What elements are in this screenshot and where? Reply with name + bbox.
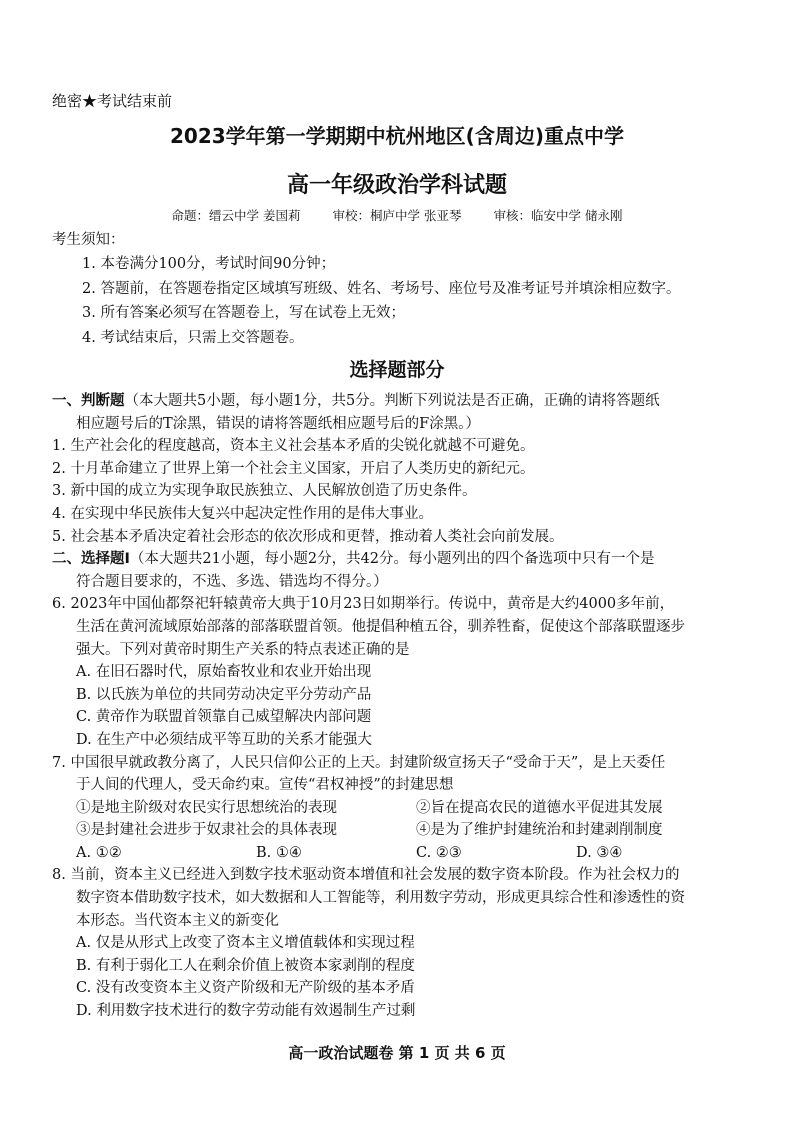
part1-desc: （本大题共5小题，每小题1分，共5分。判断下列说法是否正确，正确的请将答题纸	[124, 393, 660, 409]
q6-option-d: D. 在生产中必须结成平等互助的关系才能强大	[76, 731, 372, 748]
q7-statement: ①是地主阶级对农民实行思想统治的表现	[76, 799, 337, 816]
q6-stem: 6. 2023年中国仙都祭祀轩辕黄帝大典于10月23日如期举行。传说中，黄帝是大约4000多年前，	[52, 596, 675, 613]
exam-title-line2: 高一年级政治学科试题	[286, 173, 507, 198]
q7-statement: ②旨在提高农民的道德水平促进其发展	[416, 799, 663, 816]
q7-option-b: B. ①④	[256, 844, 302, 861]
part2-desc: （本大题共21小题，每小题2分，共42分。每小题列出的四个备选项中只有一个是	[129, 551, 655, 568]
approver-credit: 审核：临安中学 储永刚	[493, 208, 623, 223]
q7-statement-row	[52, 797, 752, 820]
question-body	[52, 390, 752, 1023]
notice-heading: 考生须知：	[52, 232, 125, 248]
q8-stem: 8. 当前，资本主义已经进入到数字技术驱动资本增值和社会发展的数字资本阶段。作为社会权力的	[52, 867, 680, 884]
part1-heading: 一、判断题	[52, 393, 125, 409]
judge-item: 3. 新中国的成立为实现争取民族独立、人民解放创造了历史条件。	[52, 483, 477, 500]
q8-option-c: C. 没有改变资本主义资产阶级和无产阶级的基本矛盾	[76, 980, 415, 997]
reviewer-credit: 审校：桐庐中学 张亚琴	[332, 208, 462, 223]
q6-stem: 强大。下列对黄帝时期生产关系的特点表述正确的是	[76, 641, 410, 658]
part1-header	[52, 390, 752, 413]
notice-item: 1. 本卷满分100分，考试时间90分钟；	[82, 256, 336, 272]
section-title: 选择题部分	[349, 359, 445, 381]
confidential-label: 绝密★考试结束前	[52, 92, 173, 110]
q7-statement: ③是封建社会进步于奴隶社会的具体表现	[76, 822, 337, 839]
part2-heading: 二、选择题Ⅰ	[52, 551, 130, 568]
notice-item: 3. 所有答案必须写在答题卷上，写在试卷上无效；	[82, 305, 405, 321]
q6-option-a: A. 在旧石器时代，原始畜牧业和农业开始出现	[76, 664, 372, 681]
judge-item: 1. 生产社会化的程度越高，资本主义社会基本矛盾的尖锐化就越不可避免。	[52, 438, 535, 455]
judge-item: 5. 社会基本矛盾决定着社会形态的依次形成和更替，推动着人类社会向前发展。	[52, 528, 564, 545]
q7-stem: 7. 中国很早就政教分离了，人民只信仰公正的上天。封建阶级宣扬天子“受命于天”，是上天委任	[52, 754, 666, 771]
q8-stem: 本形态。当代资本主义的新变化	[76, 912, 279, 929]
notice-item: 2. 答题前，在答题卷指定区域填写班级、姓名、考场号、座位号及准考证号并填涂相应数字。	[82, 280, 681, 297]
notice-list	[82, 252, 782, 350]
author-credits	[0, 206, 794, 224]
proposer-credit: 命题：缙云中学 姜国莉	[171, 208, 301, 223]
q8-option-d: D. 利用数字技术进行的数字劳动能有效遏制生产过剩	[76, 1003, 416, 1020]
q8-stem: 数字资本借助数字技术，如大数据和人工智能等，利用数字劳动，形成更具综合性和渗透性的资	[76, 890, 685, 907]
q7-option-d: D. ③④	[576, 844, 623, 861]
q6-option-c: C. 黄帝作为联盟首领靠自己威望解决内部问题	[76, 709, 372, 726]
notice-item: 4. 考试结束后，只需上交答题卷。	[82, 329, 304, 346]
q8-option-a: A. 仅是从形式上改变了资本主义增值载体和实现过程	[76, 935, 415, 952]
q7-stem: 于人间的代理人，受天命约束。宣传“君权神授”的封建思想	[76, 777, 454, 794]
exam-title-line1: 2023学年第一学期期中杭州地区(含周边)重点中学	[170, 124, 624, 148]
q7-option-c: C. ②③	[416, 844, 462, 861]
q6-option-b: B. 以氏族为单位的共同劳动决定平分劳动产品	[76, 686, 372, 703]
judge-item: 2. 十月革命建立了世界上第一个社会主义国家，开启了人类历史的新纪元。	[52, 460, 535, 477]
q7-option-a: A. ①②	[76, 844, 122, 861]
part2-header	[52, 548, 752, 571]
q7-statement-row	[52, 819, 752, 842]
page-footer: 高一政治试题卷 第 1 页 共 6 页	[288, 1044, 506, 1062]
q7-options	[52, 842, 752, 865]
q7-statement: ④是为了维护封建统治和封建剥削制度	[416, 822, 663, 839]
q6-stem: 生活在黄河流域原始部落的部落联盟首领。他提倡种植五谷，驯养牲畜，促使这个部落联盟逐步	[76, 618, 685, 635]
q8-option-b: B. 有利于弱化工人在剩余价值上被资本家剥削的程度	[76, 957, 415, 974]
part2-desc-cont: 符合题目要求的，不选、多选、错选均不得分。）	[76, 573, 388, 590]
judge-item: 4. 在实现中华民族伟大复兴中起决定性作用的是伟大事业。	[52, 505, 433, 522]
part1-desc-cont: 相应题号后的T涂黑，错误的请将答题纸相应题号后的F涂黑。）	[76, 415, 480, 432]
